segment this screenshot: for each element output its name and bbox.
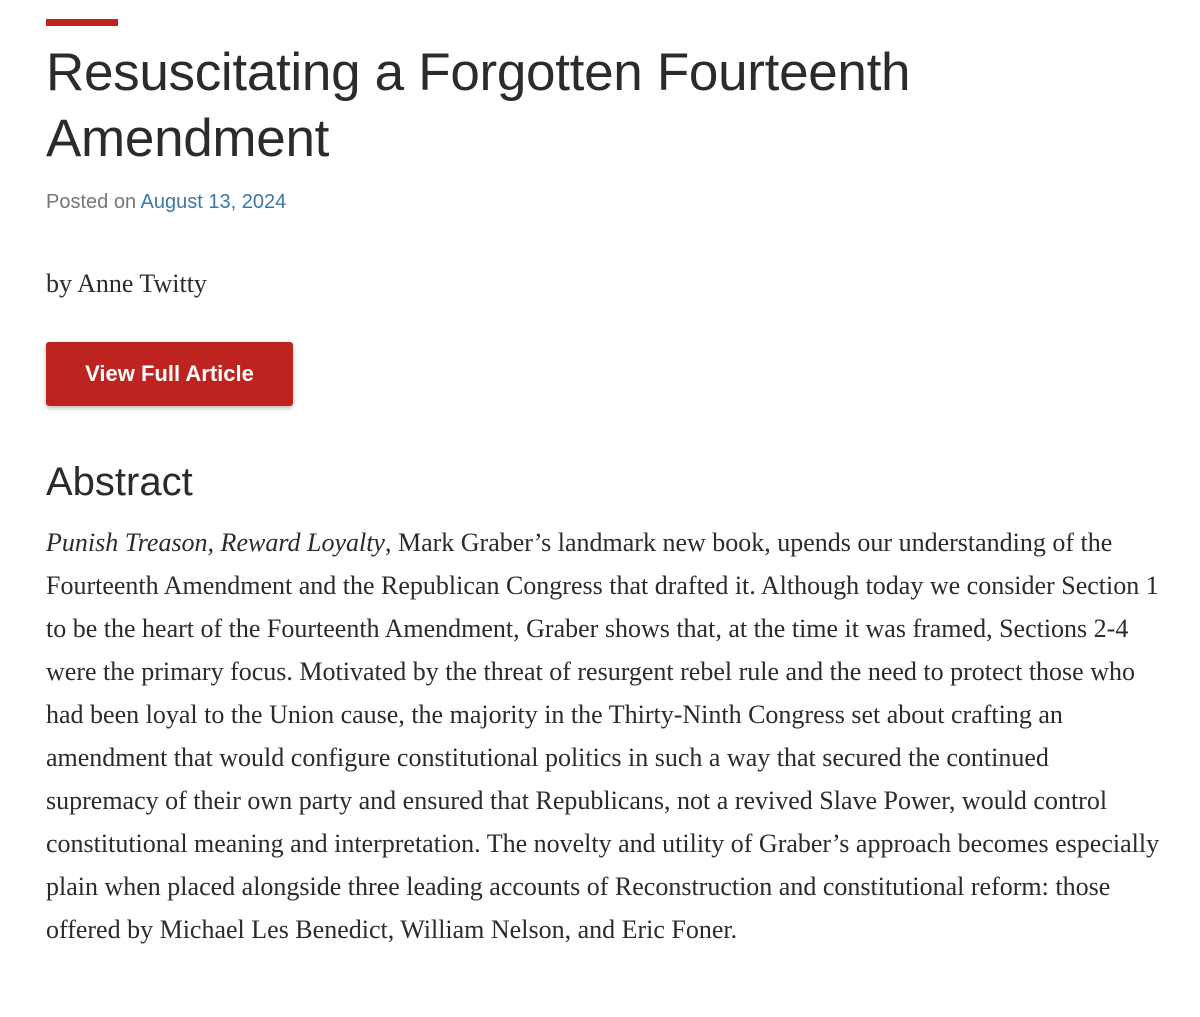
byline: by Anne Twitty [46,269,207,298]
accent-bar [46,19,118,26]
abstract-heading: Abstract [46,460,193,504]
view-full-article-button[interactable]: View Full Article [46,342,293,406]
abstract-book-title: Punish Treason, Reward Loyalty [46,528,385,557]
page-title: Resuscitating a Forgotten Fourteenth Amendment [46,43,911,168]
abstract-text [46,521,1164,951]
posted-prefix: Posted on [46,191,137,213]
posted-date-link[interactable]: August 13, 2024 [140,191,287,213]
abstract-body: , Mark Graber’s landmark new book, upends our understanding of the Fourteenth Amendment and the Republican Congress that drafted it. Although today we consider Section 1 to be the heart of the Fourteenth Amendment, Graber shows that, at the time it was framed, Sections 2-4 were the primary focus. Motivated by the threat of resurgent rebel rule and the need to protect those who had been loyal to the Union cause, the majority in the Thirty-Ninth Congress set about crafting an amendment that would configure constitutional politics in such a way that secured the continued supremacy of their own party and ensured that Republicans, not a revived Slave Power, would control constitutional meaning and interpretation. The novelty and utility of Graber’s approach becomes especially plain when placed alongside three leading accounts of Reconstruction and constitutional reform: those offered by Michael Les Benedict, William Nelson, and Eric Foner. [46,528,1160,944]
posted-meta [46,188,286,216]
